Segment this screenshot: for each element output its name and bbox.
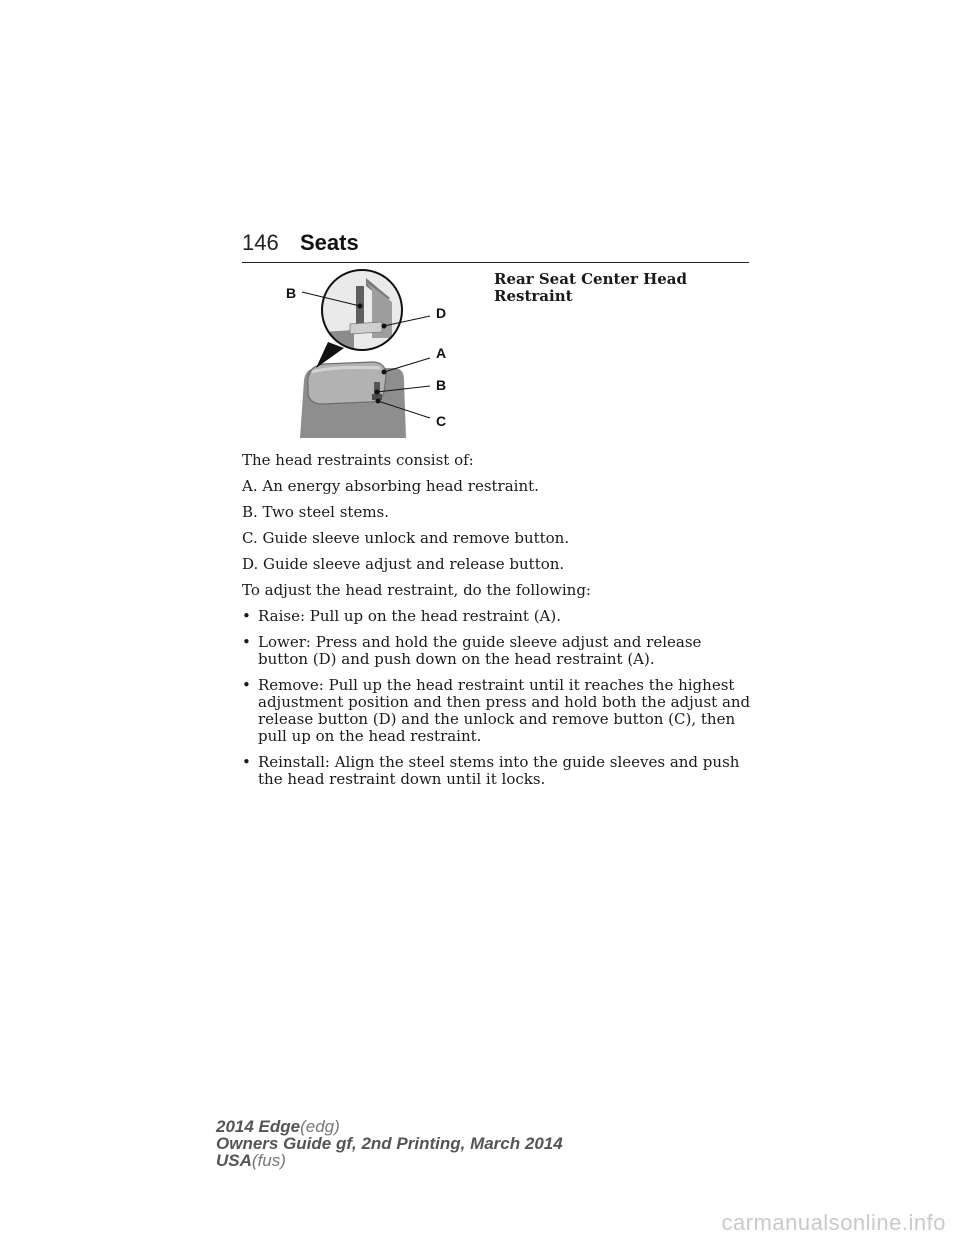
footer-market: USA [216, 1151, 252, 1170]
callout-b-upper: B [286, 285, 297, 301]
callout-b-lower: B [436, 377, 447, 393]
bullet-icon: • [242, 753, 251, 771]
step-remove: Remove: Pull up the head restraint until it reaches the highest adjustment position and then press and hold both the adjust and release button (D) and the unlock and remove button (C), then pull up on the head restraint. [258, 676, 751, 745]
step-reinstall: Reinstall: Align the steel stems into the guide sleeves and push the head restraint down until it locks. [258, 753, 740, 788]
adjust-steps-list [242, 608, 752, 788]
adjust-intro: To adjust the head restraint, do the following: [242, 581, 591, 599]
list-item [242, 608, 752, 625]
part-d: D. Guide sleeve adjust and release button. [242, 555, 565, 573]
subsection-heading-line1: Rear Seat Center Head [494, 270, 688, 288]
callout-c: C [436, 413, 447, 429]
subsection-heading-line2: Restraint [494, 287, 573, 305]
part-a: A. An energy absorbing head restraint. [242, 477, 539, 495]
watermark: carmanualsonline.info [721, 1210, 946, 1235]
footer-market-code: (fus) [251, 1151, 286, 1170]
part-b: B. Two steel stems. [242, 503, 390, 521]
body-text [242, 452, 752, 797]
head-restraint-diagram [282, 268, 462, 440]
footer-line-1 [216, 1118, 563, 1135]
head-restraint-illustration [282, 268, 462, 440]
page-header [242, 230, 749, 263]
list-item [242, 677, 752, 745]
step-raise: Raise: Pull up on the head restraint (A). [258, 607, 562, 625]
step-lower: Lower: Press and hold the guide sleeve adjust and release button (D) and push down on the head restraint (A). [258, 633, 702, 668]
callout-d: D [436, 305, 447, 321]
callout-a: A [436, 345, 447, 361]
part-c: C. Guide sleeve unlock and remove button. [242, 529, 570, 547]
section-title: Seats [300, 230, 359, 255]
parts-intro: The head restraints consist of: [242, 451, 474, 469]
footer-model-code: (edg) [300, 1117, 340, 1136]
list-item [242, 754, 752, 788]
list-item [242, 634, 752, 668]
footer-guide: Owners Guide gf, 2nd Printing, March 2014 [216, 1134, 563, 1153]
footer-line-3 [216, 1152, 563, 1169]
bullet-icon: • [242, 633, 251, 651]
bullet-icon: • [242, 676, 251, 694]
page-footer [216, 1118, 563, 1169]
page-number: 146 [242, 230, 279, 255]
subsection-heading [494, 271, 734, 305]
bullet-icon: • [242, 607, 251, 625]
footer-model: 2014 Edge [216, 1117, 301, 1136]
